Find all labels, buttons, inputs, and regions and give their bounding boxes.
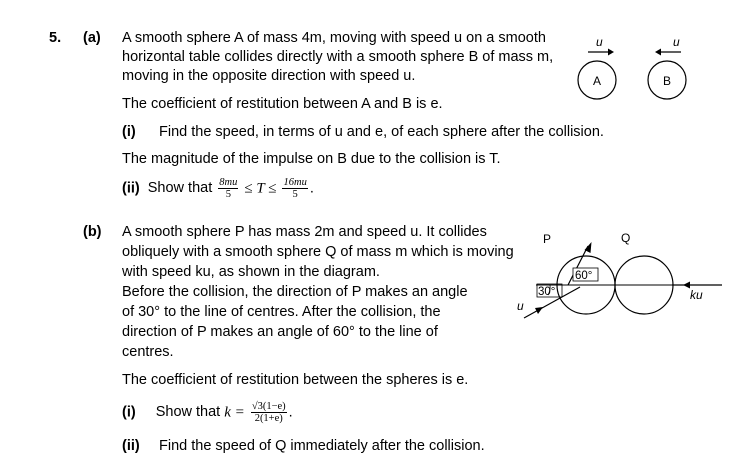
part-b-intro-line-5: of 30° to the line of centres. After the collision, the xyxy=(122,304,441,320)
part-b-restitution: The coefficient of restitution between the spheres is e. xyxy=(122,372,469,388)
part-a-impulse-line: The magnitude of the impulse on B due to the collision is T. xyxy=(122,151,501,167)
inequality: ≤ T ≤ xyxy=(244,180,277,197)
velocity-a-label: u xyxy=(596,35,603,49)
part-b-intro-line-4: Before the collision, the direction of P makes an angle xyxy=(122,284,468,300)
part-b-intro-line-6: direction of P makes an angle of 60° to the line of xyxy=(122,324,438,340)
sentence-end: . xyxy=(309,180,314,197)
part-a-sub-ii-row xyxy=(122,177,314,200)
part-b-intro-line-3: with speed ku, as shown in the diagram. xyxy=(122,264,380,280)
angle-before-label: 30° xyxy=(538,286,556,298)
diagram-b xyxy=(500,228,730,328)
velocity-b-arrow xyxy=(655,49,681,56)
fraction-denominator: 5 xyxy=(225,189,231,200)
sphere-b-label: B xyxy=(662,74,672,88)
velocity-q-label: ku xyxy=(690,288,703,302)
fraction-denominator: 5 xyxy=(292,189,298,200)
part-a-restitution: The coefficient of restitution between A and B is e. xyxy=(122,96,443,112)
velocity-p-label: u xyxy=(517,299,524,313)
angle-after-label: 60° xyxy=(575,270,593,282)
sphere-p-label: P xyxy=(543,232,552,246)
part-a-sub-ii-label: (ii) xyxy=(122,180,140,197)
part-b-sub-ii-label: (ii) xyxy=(122,438,140,454)
part-a-sub-ii-prefix: Show that xyxy=(147,180,213,197)
part-a-sub-i-text: Find the speed, in terms of u and e, of each sphere after the collision. xyxy=(159,124,604,140)
k-equals: k = xyxy=(224,404,245,421)
part-a-intro-line-3: moving in the opposite direction with speed u. xyxy=(122,68,416,84)
fraction-numerator: √3(1−e) xyxy=(251,401,286,412)
part-a-label: (a) xyxy=(83,30,101,46)
part-b-intro-line-1: A smooth sphere P has mass 2m and speed u. It collides xyxy=(122,224,487,240)
velocity-a-arrow xyxy=(588,49,614,56)
velocity-b-label: u xyxy=(673,35,680,49)
question-number: 5. xyxy=(49,30,62,46)
part-a-intro-line-1: A smooth sphere A of mass 4m, moving with speed u on a smooth xyxy=(122,30,546,46)
part-b-sub-i-label: (i) xyxy=(122,404,136,421)
fraction-16mu-over-5 xyxy=(282,177,307,200)
fraction-k xyxy=(251,401,287,424)
part-b-sub-ii-text: Find the speed of Q immediately after the collision. xyxy=(159,438,485,454)
part-a-intro-line-2: horizontal table collides directly with a smooth sphere B of mass m, xyxy=(122,49,554,65)
diagram-a xyxy=(570,28,690,108)
fraction-numerator: 8mu xyxy=(219,177,238,188)
sphere-q-label: Q xyxy=(621,231,631,245)
part-b-intro-line-7: centres. xyxy=(122,344,174,360)
part-b-sub-i-row xyxy=(122,401,293,424)
fraction-8mu-over-5 xyxy=(218,177,238,200)
part-b-label: (b) xyxy=(83,224,102,240)
part-b-intro-line-2: obliquely with a smooth sphere Q of mass m which is moving xyxy=(122,244,514,260)
fraction-numerator: 16mu xyxy=(283,177,307,188)
sentence-end: . xyxy=(288,404,293,421)
sphere-a-label: A xyxy=(592,74,602,88)
part-a-sub-i-label: (i) xyxy=(122,124,136,140)
part-b-sub-i-prefix: Show that xyxy=(155,404,221,421)
fraction-denominator: 2(1+e) xyxy=(254,413,283,424)
